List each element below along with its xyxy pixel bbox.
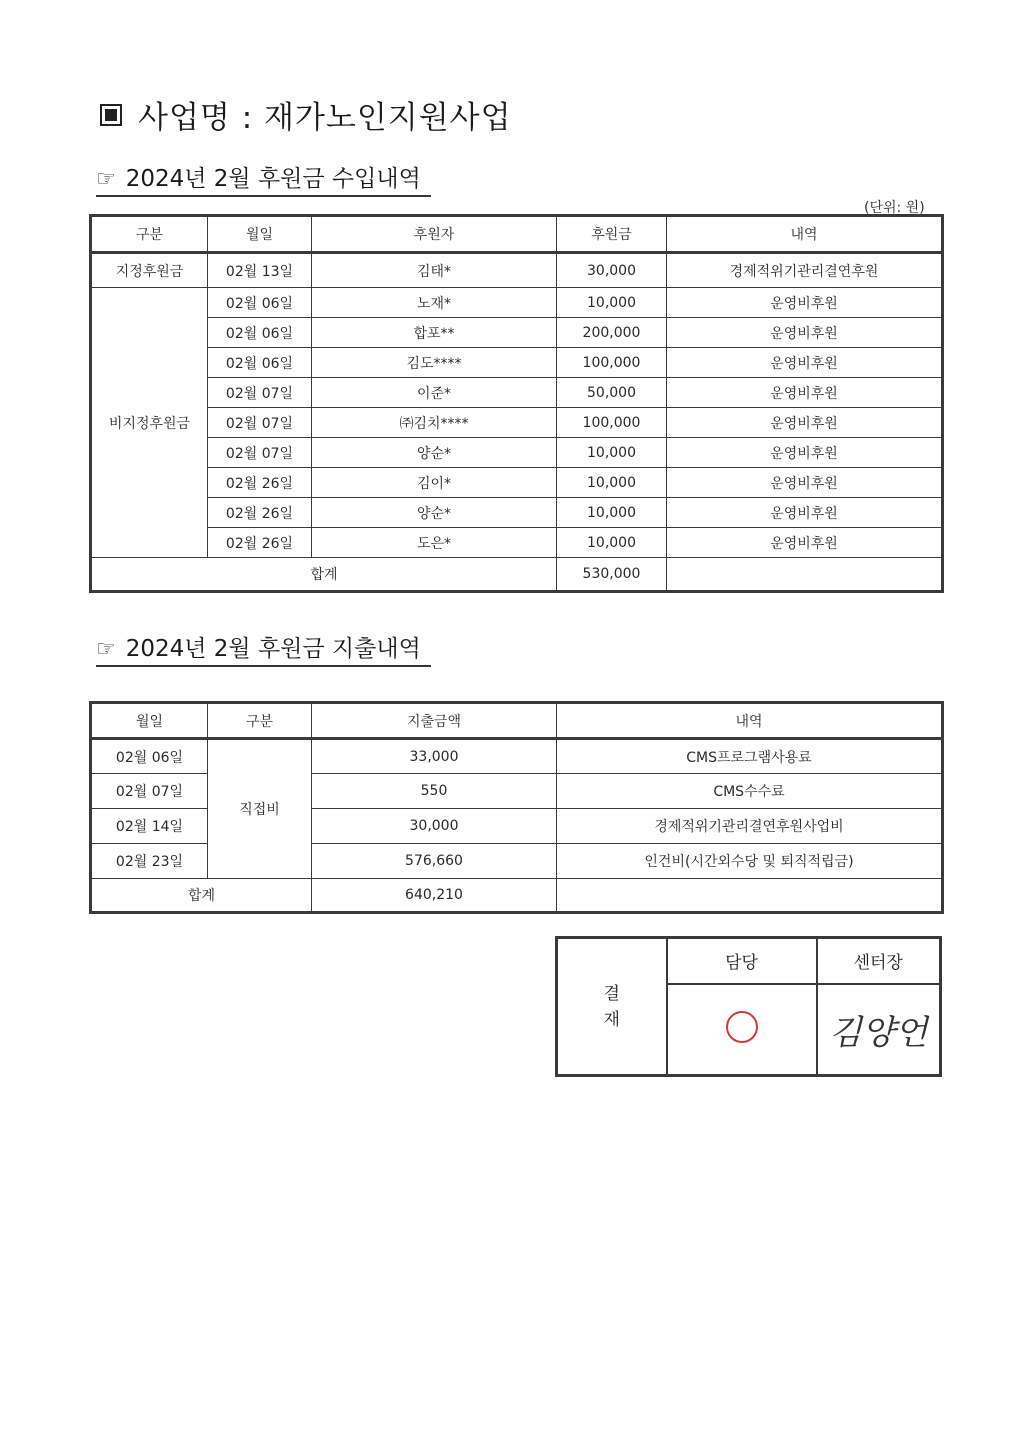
director-sign-cell	[817, 984, 941, 1076]
donor-cell: 이준*	[312, 378, 557, 408]
expense-header-row	[91, 703, 943, 739]
header-amount: 후원금	[557, 216, 667, 253]
category-cell: 지정후원금	[91, 253, 208, 288]
expense-heading-text: 2024년 2월 후원금 지출내역	[125, 636, 421, 662]
expense-heading	[96, 630, 431, 667]
pointing-hand-icon: ☞	[96, 637, 116, 662]
amount-cell: 10,000	[557, 468, 667, 498]
amount-cell: 576,660	[312, 844, 557, 879]
date-cell: 02월 06일	[91, 739, 208, 774]
header-category: 구분	[91, 216, 208, 253]
desc-cell: 운영비후원	[667, 318, 943, 348]
donor-cell: ㈜김치****	[312, 408, 557, 438]
approval-col-manager: 담당	[667, 938, 817, 984]
pointing-hand-icon: ☞	[96, 167, 116, 192]
desc-cell: 경제적위기관리결연후원	[667, 253, 943, 288]
expense-total-row	[91, 879, 943, 913]
desc-cell: 운영비후원	[667, 348, 943, 378]
amount-cell: 200,000	[557, 318, 667, 348]
date-cell: 02월 07일	[208, 438, 312, 468]
amount-cell: 100,000	[557, 408, 667, 438]
director-signature: 김양언	[828, 1012, 928, 1053]
header-date: 월일	[91, 703, 208, 739]
square-bullet-icon	[100, 104, 122, 126]
table-row	[91, 253, 943, 288]
amount-cell: 10,000	[557, 528, 667, 558]
header-amount: 지출금액	[312, 703, 557, 739]
table-row	[91, 318, 943, 348]
total-amount: 640,210	[312, 879, 557, 913]
desc-cell: 경제적위기관리결연후원사업비	[557, 809, 943, 844]
date-cell: 02월 14일	[91, 809, 208, 844]
desc-cell: 운영비후원	[667, 288, 943, 318]
date-cell: 02월 26일	[208, 468, 312, 498]
table-row	[91, 468, 943, 498]
date-cell: 02월 07일	[208, 378, 312, 408]
desc-cell: CMS수수료	[557, 774, 943, 809]
table-row	[91, 288, 943, 318]
approval-box	[555, 936, 942, 1077]
date-cell: 02월 13일	[208, 253, 312, 288]
amount-cell: 30,000	[312, 809, 557, 844]
donor-cell: 김도****	[312, 348, 557, 378]
donor-cell: 도은*	[312, 528, 557, 558]
date-cell: 02월 23일	[91, 844, 208, 879]
donor-cell: 노재*	[312, 288, 557, 318]
total-desc-empty	[557, 879, 943, 913]
amount-cell: 30,000	[557, 253, 667, 288]
desc-cell: 인건비(시간외수당 및 퇴직적립금)	[557, 844, 943, 879]
date-cell: 02월 06일	[208, 288, 312, 318]
category-cell: 직접비	[208, 739, 312, 879]
approval-header-row	[557, 938, 941, 984]
date-cell: 02월 26일	[208, 528, 312, 558]
donor-cell: 합포**	[312, 318, 557, 348]
desc-cell: 운영비후원	[667, 528, 943, 558]
table-row	[91, 408, 943, 438]
header-date: 월일	[208, 216, 312, 253]
manager-stamp-cell	[667, 984, 817, 1076]
approval-label	[557, 938, 667, 1076]
donor-cell: 김태*	[312, 253, 557, 288]
income-header-row	[91, 216, 943, 253]
unit-label: (단위: 원)	[864, 200, 925, 216]
header-donor: 후원자	[312, 216, 557, 253]
table-row	[91, 348, 943, 378]
desc-cell: 운영비후원	[667, 498, 943, 528]
table-row	[91, 739, 943, 774]
income-table	[89, 214, 944, 593]
income-heading	[96, 160, 431, 197]
desc-cell: 운영비후원	[667, 378, 943, 408]
total-label: 합계	[91, 558, 557, 592]
table-row	[91, 378, 943, 408]
approval-label-line2: 재	[603, 1009, 620, 1030]
desc-cell: 운영비후원	[667, 468, 943, 498]
amount-cell: 10,000	[557, 498, 667, 528]
amount-cell: 33,000	[312, 739, 557, 774]
seal-ring	[727, 1012, 757, 1042]
expense-table	[89, 701, 944, 914]
table-row	[91, 498, 943, 528]
date-cell: 02월 06일	[208, 318, 312, 348]
income-total-row	[91, 558, 943, 592]
date-cell: 02월 06일	[208, 348, 312, 378]
donor-cell: 김이*	[312, 468, 557, 498]
income-heading-text: 2024년 2월 후원금 수입내역	[125, 166, 421, 192]
desc-cell: 운영비후원	[667, 408, 943, 438]
donor-cell: 양순*	[312, 498, 557, 528]
approval-col-director: 센터장	[817, 938, 941, 984]
approval-label-line1: 결	[603, 983, 620, 1004]
seal-stamp-icon	[725, 1010, 759, 1044]
amount-cell: 550	[312, 774, 557, 809]
table-row	[91, 438, 943, 468]
total-amount: 530,000	[557, 558, 667, 592]
total-desc-empty	[667, 558, 943, 592]
amount-cell: 100,000	[557, 348, 667, 378]
desc-cell: 운영비후원	[667, 438, 943, 468]
date-cell: 02월 07일	[208, 408, 312, 438]
header-category: 구분	[208, 703, 312, 739]
page-title	[100, 92, 512, 137]
amount-cell: 50,000	[557, 378, 667, 408]
table-row	[91, 528, 943, 558]
header-desc: 내역	[667, 216, 943, 253]
desc-cell: CMS프로그램사용료	[557, 739, 943, 774]
page-title-text: 사업명 : 재가노인지원사업	[138, 100, 512, 136]
donor-cell: 양순*	[312, 438, 557, 468]
total-label: 합계	[91, 879, 312, 913]
amount-cell: 10,000	[557, 438, 667, 468]
date-cell: 02월 26일	[208, 498, 312, 528]
category-cell: 비지정후원금	[91, 288, 208, 558]
date-cell: 02월 07일	[91, 774, 208, 809]
header-desc: 내역	[557, 703, 943, 739]
amount-cell: 10,000	[557, 288, 667, 318]
